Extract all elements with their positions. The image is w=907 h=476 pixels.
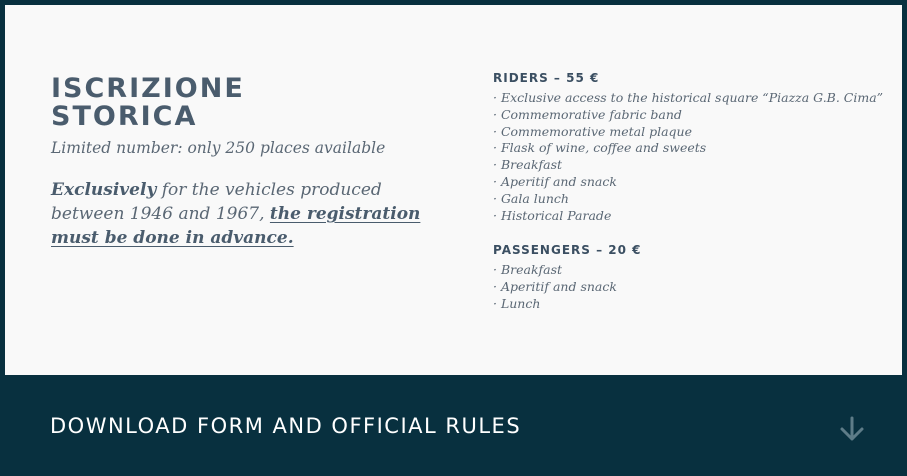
- desc-emphasis: Exclusively: [51, 180, 157, 200]
- list-item: · Exclusive access to the historical square “Piazza G.B. Cima”: [493, 90, 884, 105]
- list-item: · Flask of wine, coffee and sweets: [493, 140, 707, 156]
- passengers-list: [493, 262, 893, 312]
- title-line-1: ISCRIZIONE: [51, 73, 245, 104]
- riders-section: [493, 71, 893, 224]
- pricing-details: [493, 71, 893, 313]
- list-item: · Lunch: [493, 295, 541, 311]
- passengers-title: PASSENGERS – 20 €: [493, 243, 642, 258]
- download-label: DOWNLOAD FORM AND OFFICIAL RULES: [50, 414, 522, 438]
- desc-text: for the vehicles produced between 1946 and 1967,: [51, 180, 382, 224]
- places-available-note: Limited number: only 250 places available: [51, 139, 386, 157]
- registration-advance-link[interactable]: the registration must be done in advance.: [51, 204, 421, 248]
- list-item: · Commemorative metal plaque: [493, 123, 692, 139]
- list-item: · Gala lunch: [493, 190, 569, 206]
- passengers-section: [493, 243, 893, 312]
- list-item: · Aperitif and snack: [493, 279, 617, 295]
- list-item: · Historical Parade: [493, 207, 612, 223]
- list-item: · Commemorative fabric band: [493, 106, 682, 122]
- registration-card: [5, 5, 902, 375]
- arrow-down-icon: [838, 415, 866, 443]
- list-item: · Breakfast: [493, 262, 563, 278]
- page-title: [51, 75, 451, 131]
- download-form-button[interactable]: [0, 375, 907, 476]
- riders-list: [493, 90, 893, 224]
- registration-description: [51, 178, 451, 250]
- title-line-2: STORICA: [51, 101, 198, 132]
- registration-intro: [51, 75, 451, 250]
- riders-title: RIDERS – 55 €: [493, 71, 600, 85]
- list-item: · Breakfast: [493, 157, 563, 173]
- list-item: · Aperitif and snack: [493, 173, 617, 189]
